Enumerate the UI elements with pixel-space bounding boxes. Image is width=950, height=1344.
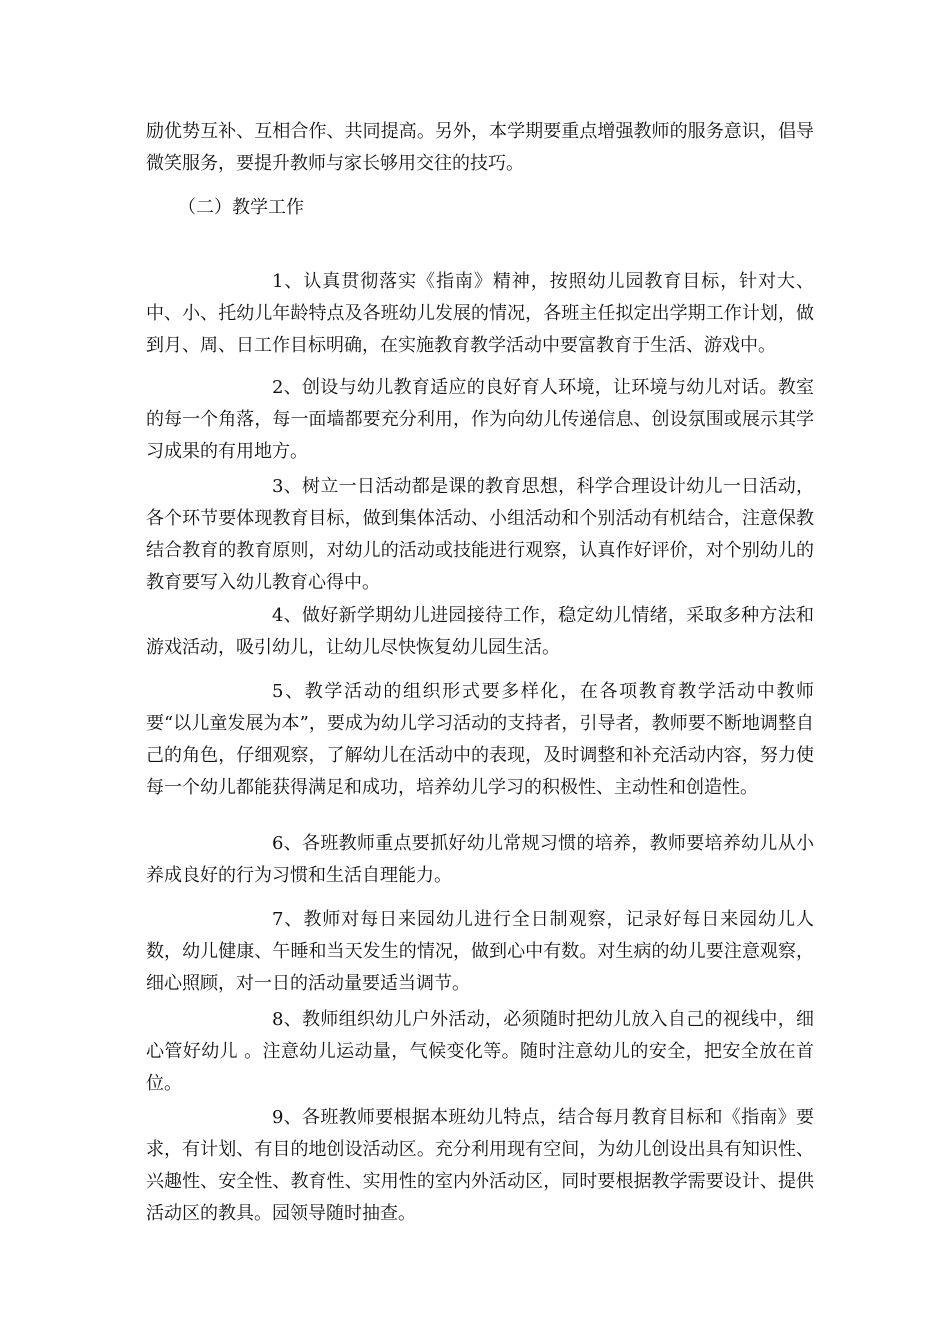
section-heading: （二）教学工作 — [178, 197, 304, 218]
paragraph-item-9: 9、各班教师要根据本班幼儿特点，结合每月教育目标和《指南》要求，有计划、有目的地创设活动区。充分利用现有空间，为幼儿创设出具有知识性、兴趣性、安全性、教育性、实用性的室内外活动区，同时要根据教学需要设计、提供活动区的教具。园领导随时抽查。 — [146, 1107, 814, 1224]
paragraph-item-7: 7、教师对每日来园幼儿进行全日制观察，记录好每日来园幼儿人数，幼儿健康、午睡和当天发生的情况，做到心中有数。对生病的幼儿要注意观察，细心照顾，对一日的活动量要适当调节。 — [146, 909, 814, 994]
paragraph-item-2: 2、创设与幼儿教育适应的良好育人环境，让环境与幼儿对话。教室的每一个角落，每一面墙都要充分利用，作为向幼儿传递信息、创设氛围或展示其学习成果的有用地方。 — [146, 377, 814, 462]
paragraph-item-1: 1、认真贯彻落实《指南》精神，按照幼儿园教育目标，针对大、中、小、托幼儿年龄特点及各班幼儿发展的情况，各班主任拟定出学期工作计划，做到月、周、日工作目标明确，在实施教育教学活动中要富教育于生活、游戏中。 — [146, 271, 814, 356]
paragraph-item-6: 6、各班教师重点要抓好幼儿常规习惯的培养，教师要培养幼儿从小养成良好的行为习惯和生活自理能力。 — [146, 833, 814, 886]
intro-paragraph: 励优势互补、互相合作、共同提高。另外，本学期要重点增强教师的服务意识，倡导微笑服务，要提升教师与家长够用交往的技巧。 — [146, 121, 814, 174]
paragraph-item-8: 8、教师组织幼儿户外活动，必须随时把幼儿放入自己的视线中，细心管好幼儿 。注意幼儿运动量，气候变化等。随时注意幼儿的安全，把安全放在首位。 — [146, 1009, 814, 1094]
paragraph-item-4: 4、做好新学期幼儿进园接待工作，稳定幼儿情绪，采取多种方法和游戏活动，吸引幼儿，让幼儿尽快恢复幼儿园生活。 — [146, 605, 814, 658]
paragraph-item-3: 3、树立一日活动都是课的教育思想，科学合理设计幼儿一日活动，各个环节要体现教育目标，做到集体活动、小组活动和个别活动有机结合，注意保教结合教育的教育原则，对幼儿的活动或技能进行观察，认真作好评价，对个别幼儿的教育要写入幼儿教育心得中。 — [146, 476, 814, 593]
paragraph-item-5: 5、教学活动的组织形式要多样化，在各项教育教学活动中教师要“以儿童发展为本”，要成为幼儿学习活动的支持者，引导者，教师要不断地调整自己的角色，仔细观察，了解幼儿在活动中的表现，及时调整和补充活动内容，努力使每一个幼儿都能获得满足和成功，培养幼儿学习的积极性、主动性和创造性。 — [146, 681, 814, 798]
